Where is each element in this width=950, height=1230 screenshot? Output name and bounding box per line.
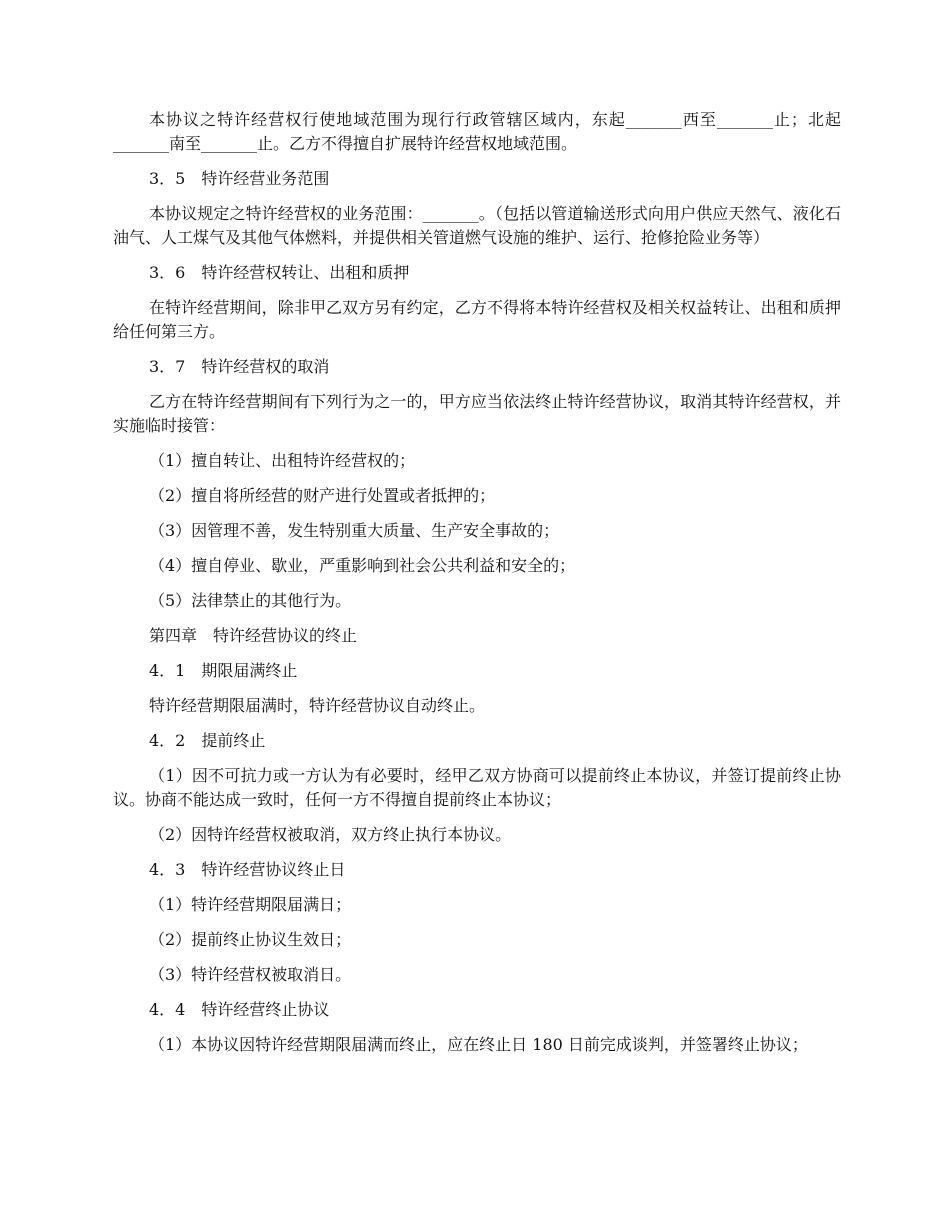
list-item: （3）特许经营权被取消日。	[149, 965, 352, 984]
paragraph-cancellation: 乙方在特许经营期间有下列行为之一的，甲方应当依法终止特许经营协议，取消其特许经营权，并实施临时接管：	[113, 392, 841, 435]
paragraph-transfer: 在特许经营期间，除非甲乙双方另有约定，乙方不得将本特许经营权及相关权益转让、出租和质押给任何第三方。	[113, 298, 841, 341]
heading-4-1: 4．1 期限届满终止	[149, 661, 298, 680]
list-item: （2）擅自将所经营的财产进行处置或者抵押的；	[149, 486, 496, 505]
list-item: （1）擅自转让、出租特许经营权的；	[149, 451, 416, 470]
heading-3-5: 3．5 特许经营业务范围	[149, 169, 330, 188]
paragraph-territory: 本协议之特许经营权行使地域范围为现行行政管辖区域内，东起_______西至_______止；北起_______南至_______止。乙方不得擅自扩展特许经营权地域范围。	[113, 110, 841, 153]
list-item: （1）特许经营期限届满日；	[149, 895, 352, 914]
list-item: （1）因不可抗力或一方认为有必要时，经甲乙双方协商可以提前终止本协议，并签订提前终止协议。协商不能达成一致时，任何一方不得擅自提前终止本协议；	[113, 766, 841, 809]
paragraph-expiry: 特许经营期限届满时，特许经营协议自动终止。	[149, 696, 486, 715]
heading-4-3: 4．3 特许经营协议终止日	[149, 860, 346, 879]
heading-3-7: 3．7 特许经营权的取消	[149, 357, 330, 376]
list-item: （2）提前终止协议生效日；	[149, 930, 352, 949]
list-item: （4）擅自停业、歇业，严重影响到社会公共利益和安全的；	[149, 556, 576, 575]
paragraph-business-scope: 本协议规定之特许经营权的业务范围：_______。（包括以管道输送形式向用户供应天然气、液化石油气、人工煤气及其他气体燃料，并提供相关管道燃气设施的维护、运行、抢修抢险业务等）	[113, 204, 841, 247]
list-item: （2）因特许经营权被取消，双方终止执行本协议。	[149, 825, 512, 844]
chapter-4-heading: 第四章 特许经营协议的终止	[149, 626, 358, 645]
heading-4-4: 4．4 特许经营终止协议	[149, 1000, 330, 1019]
list-item: （5）法律禁止的其他行为。	[149, 591, 352, 610]
heading-3-6: 3．6 特许经营权转让、出租和质押	[149, 263, 410, 282]
document-page	[113, 108, 841, 1068]
heading-4-2: 4．2 提前终止	[149, 731, 266, 750]
list-item: （1）本协议因特许经营期限届满而终止，应在终止日 180 日前完成谈判，并签署终止协议；	[149, 1035, 808, 1054]
list-item: （3）因管理不善，发生特别重大质量、生产安全事故的；	[149, 521, 560, 540]
